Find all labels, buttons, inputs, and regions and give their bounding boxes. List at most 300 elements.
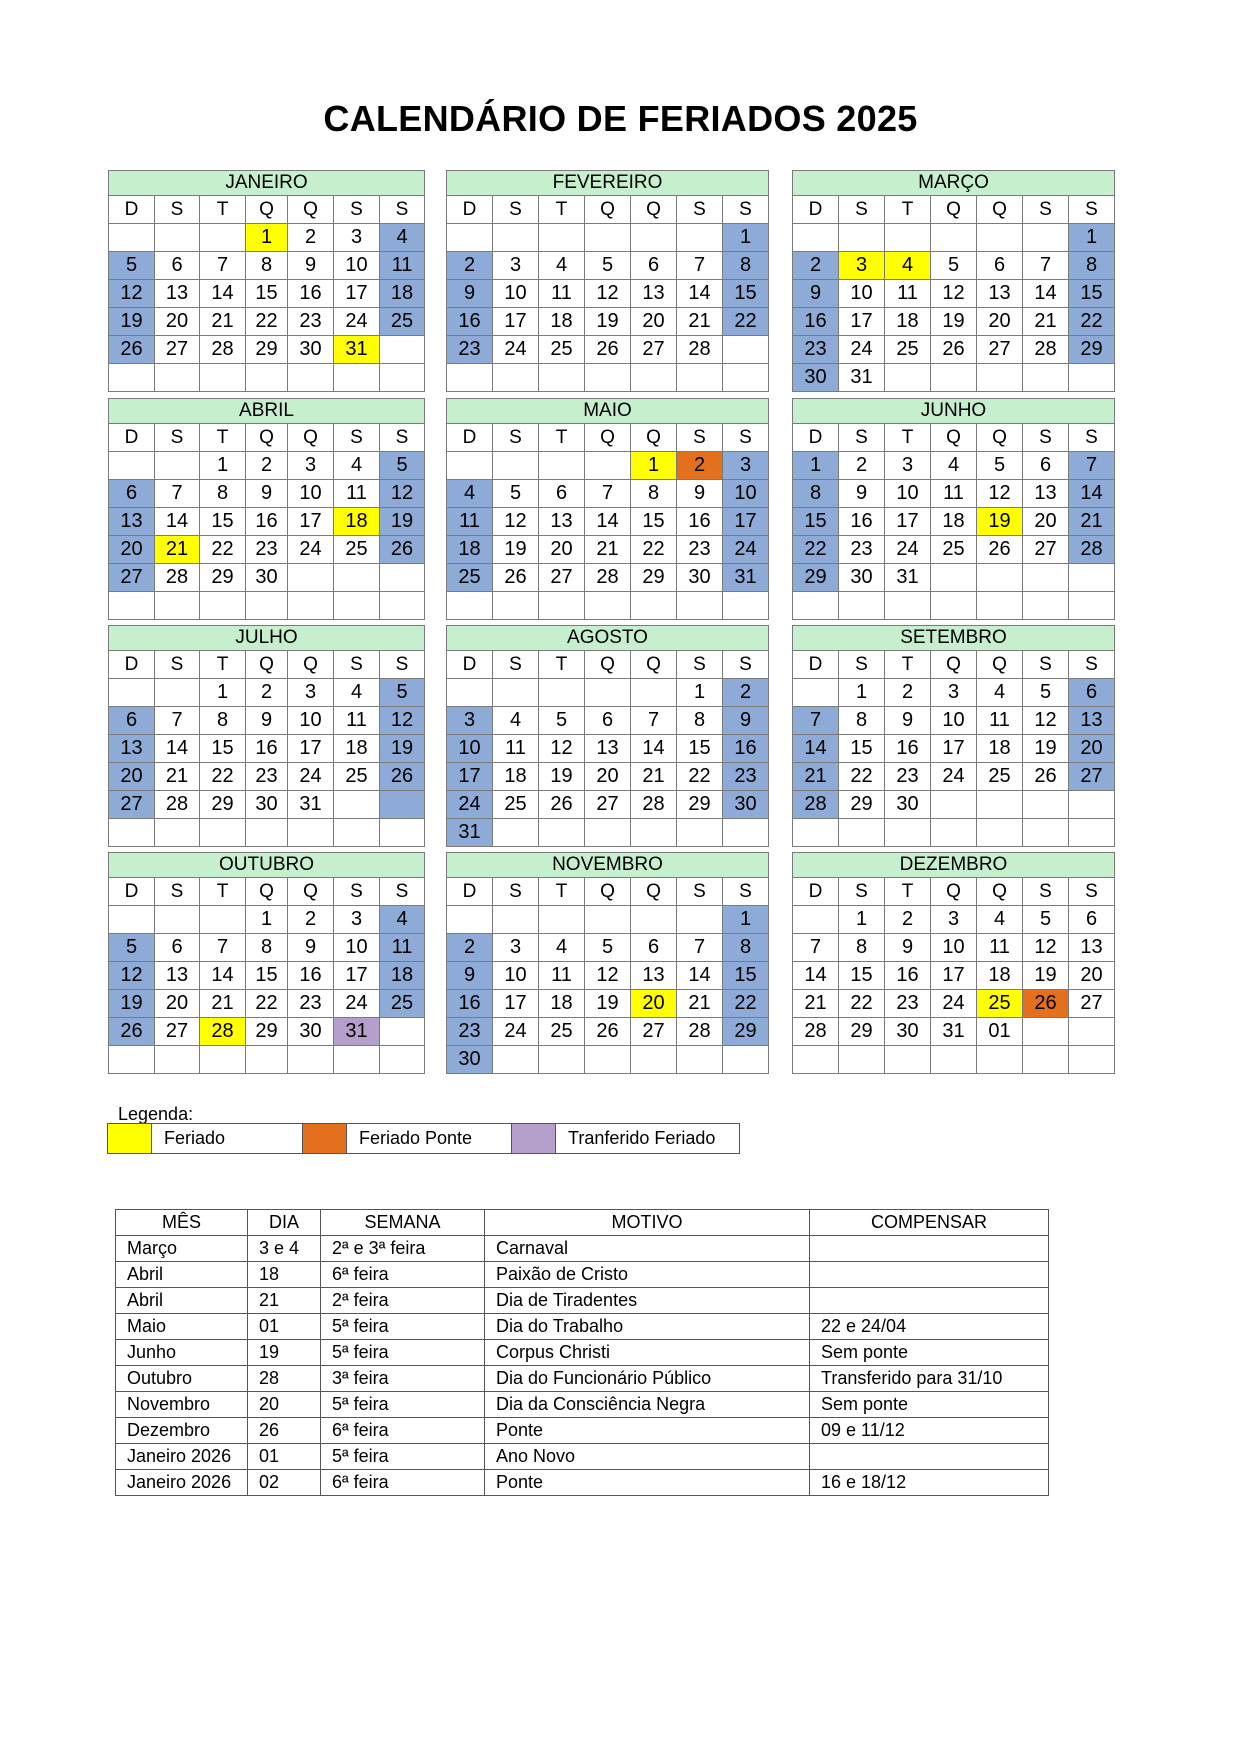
weekday-header: S — [380, 196, 425, 224]
day-cell: 22 — [246, 308, 288, 336]
empty-cell — [447, 906, 493, 934]
day-cell: 2 — [793, 252, 839, 280]
day-cell: 13 — [1069, 934, 1115, 962]
day-cell: 1 — [723, 224, 769, 252]
empty-cell — [539, 679, 585, 707]
empty-cell — [200, 819, 246, 847]
day-cell: 13 — [977, 280, 1023, 308]
day-cell: 5 — [109, 934, 155, 962]
table-cell: Maio — [116, 1314, 248, 1340]
weekday-header: Q — [246, 424, 288, 452]
day-cell: 16 — [288, 962, 334, 990]
day-cell: 26 — [109, 1018, 155, 1046]
day-cell: 20 — [1023, 508, 1069, 536]
day-cell: 2 — [246, 452, 288, 480]
day-cell: 24 — [493, 336, 539, 364]
empty-cell — [447, 364, 493, 392]
day-cell: 9 — [723, 707, 769, 735]
week-row — [447, 592, 769, 620]
day-cell: 19 — [585, 990, 631, 1018]
day-cell: 6 — [1023, 452, 1069, 480]
day-cell: 31 — [334, 336, 380, 364]
empty-cell — [200, 592, 246, 620]
day-cell: 30 — [723, 791, 769, 819]
weekday-header: D — [793, 651, 839, 679]
day-cell: 16 — [723, 735, 769, 763]
day-cell: 26 — [109, 336, 155, 364]
table-cell: Transferido para 31/10 — [810, 1366, 1049, 1392]
day-cell: 20 — [155, 308, 200, 336]
day-cell: 31 — [723, 564, 769, 592]
empty-cell — [539, 906, 585, 934]
day-cell: 12 — [380, 707, 425, 735]
empty-cell — [793, 592, 839, 620]
weekday-header: S — [380, 878, 425, 906]
table-cell: Janeiro 2026 — [116, 1470, 248, 1496]
day-cell: 19 — [380, 508, 425, 536]
day-cell: 2 — [288, 906, 334, 934]
weekday-header: S — [723, 878, 769, 906]
day-cell: 25 — [977, 990, 1023, 1018]
empty-cell — [931, 819, 977, 847]
day-cell: 2 — [885, 679, 931, 707]
month-calendar-janeiro — [108, 170, 425, 392]
week-row — [793, 336, 1115, 364]
week-row — [109, 791, 425, 819]
day-cell: 24 — [931, 990, 977, 1018]
table-cell: Sem ponte — [810, 1340, 1049, 1366]
empty-cell — [1023, 1018, 1069, 1046]
week-row — [447, 763, 769, 791]
day-cell: 4 — [539, 252, 585, 280]
table-cell: 22 e 24/04 — [810, 1314, 1049, 1340]
day-cell: 17 — [493, 990, 539, 1018]
week-row — [109, 1046, 425, 1074]
table-row — [116, 1314, 1049, 1340]
day-cell: 25 — [334, 763, 380, 791]
day-cell: 23 — [677, 536, 723, 564]
month-calendar-abril — [108, 398, 425, 620]
day-cell: 29 — [200, 564, 246, 592]
day-cell: 15 — [839, 962, 885, 990]
table-cell: 01 — [248, 1314, 321, 1340]
day-cell: 11 — [539, 962, 585, 990]
day-cell: 26 — [585, 1018, 631, 1046]
day-cell: 26 — [380, 536, 425, 564]
day-cell: 2 — [246, 679, 288, 707]
day-cell: 10 — [288, 707, 334, 735]
empty-cell — [539, 819, 585, 847]
day-cell: 20 — [977, 308, 1023, 336]
table-row — [116, 1418, 1049, 1444]
legend-swatch-transferido — [512, 1124, 556, 1153]
weekday-header: S — [839, 196, 885, 224]
week-row — [793, 819, 1115, 847]
table-row — [116, 1444, 1049, 1470]
day-cell: 9 — [447, 962, 493, 990]
weekday-header: S — [839, 878, 885, 906]
day-cell: 31 — [839, 364, 885, 392]
day-cell: 22 — [723, 990, 769, 1018]
day-cell: 8 — [839, 707, 885, 735]
day-cell: 15 — [1069, 280, 1115, 308]
weekday-header: S — [155, 424, 200, 452]
day-cell: 13 — [1069, 707, 1115, 735]
empty-cell — [977, 791, 1023, 819]
empty-cell — [200, 906, 246, 934]
weekday-header: S — [723, 424, 769, 452]
day-cell: 21 — [200, 990, 246, 1018]
day-cell: 3 — [885, 452, 931, 480]
weekday-header: S — [493, 196, 539, 224]
day-cell: 29 — [839, 1018, 885, 1046]
week-row — [109, 480, 425, 508]
empty-cell — [288, 364, 334, 392]
empty-cell — [200, 364, 246, 392]
day-cell: 24 — [931, 763, 977, 791]
empty-cell — [334, 564, 380, 592]
day-cell: 23 — [723, 763, 769, 791]
column-header: DIA — [248, 1210, 321, 1236]
day-cell: 15 — [631, 508, 677, 536]
day-cell: 12 — [1023, 707, 1069, 735]
page-title: CALENDÁRIO DE FERIADOS 2025 — [323, 98, 918, 139]
weekday-header: S — [1023, 196, 1069, 224]
weekday-header: S — [1023, 424, 1069, 452]
empty-cell — [1069, 791, 1115, 819]
day-cell: 22 — [246, 990, 288, 1018]
table-cell — [810, 1444, 1049, 1470]
week-row — [109, 962, 425, 990]
empty-cell — [977, 1046, 1023, 1074]
day-cell: 16 — [793, 308, 839, 336]
table-cell: 2ª e 3ª feira — [321, 1236, 485, 1262]
empty-cell — [677, 592, 723, 620]
empty-cell — [155, 224, 200, 252]
empty-cell — [200, 224, 246, 252]
table-cell: Dia do Funcionário Público — [485, 1366, 810, 1392]
week-row — [447, 679, 769, 707]
weekday-header: S — [1069, 651, 1115, 679]
day-cell: 13 — [155, 962, 200, 990]
empty-cell — [585, 1046, 631, 1074]
weekday-header: Q — [288, 196, 334, 224]
day-cell: 21 — [793, 763, 839, 791]
empty-cell — [885, 364, 931, 392]
day-cell: 16 — [885, 962, 931, 990]
column-header: COMPENSAR — [810, 1210, 1049, 1236]
empty-cell — [977, 819, 1023, 847]
month-calendar-março — [792, 170, 1115, 392]
weekday-header: S — [380, 424, 425, 452]
day-cell: 8 — [200, 480, 246, 508]
week-row — [447, 336, 769, 364]
day-cell: 5 — [585, 934, 631, 962]
day-cell: 25 — [885, 336, 931, 364]
day-cell: 21 — [585, 536, 631, 564]
table-cell: 20 — [248, 1392, 321, 1418]
day-cell: 20 — [539, 536, 585, 564]
empty-cell — [677, 906, 723, 934]
empty-cell — [1069, 1018, 1115, 1046]
day-cell: 12 — [493, 508, 539, 536]
month-name: FEVEREIRO — [447, 171, 769, 196]
day-cell: 27 — [109, 564, 155, 592]
empty-cell — [1069, 592, 1115, 620]
table-cell: 21 — [248, 1288, 321, 1314]
day-cell: 27 — [1023, 536, 1069, 564]
day-cell: 29 — [246, 336, 288, 364]
day-cell: 7 — [155, 707, 200, 735]
day-cell: 16 — [246, 508, 288, 536]
empty-cell — [155, 819, 200, 847]
week-row — [447, 1018, 769, 1046]
day-cell: 4 — [334, 679, 380, 707]
empty-cell — [1069, 819, 1115, 847]
weekday-header: S — [334, 196, 380, 224]
empty-cell — [793, 819, 839, 847]
day-cell: 27 — [631, 336, 677, 364]
day-cell: 18 — [447, 536, 493, 564]
table-row — [116, 1392, 1049, 1418]
day-cell: 28 — [155, 791, 200, 819]
week-row — [109, 452, 425, 480]
day-cell: 11 — [977, 934, 1023, 962]
table-cell: 6ª feira — [321, 1418, 485, 1444]
empty-cell — [1023, 1046, 1069, 1074]
day-cell: 1 — [631, 452, 677, 480]
day-cell: 16 — [447, 990, 493, 1018]
empty-cell — [677, 224, 723, 252]
day-cell: 15 — [200, 508, 246, 536]
day-cell: 6 — [155, 252, 200, 280]
weekday-header: S — [493, 878, 539, 906]
day-cell: 5 — [380, 679, 425, 707]
empty-cell — [493, 224, 539, 252]
week-row — [447, 280, 769, 308]
day-cell: 18 — [380, 962, 425, 990]
day-cell: 5 — [539, 707, 585, 735]
week-row — [793, 679, 1115, 707]
day-cell: 21 — [1069, 508, 1115, 536]
empty-cell — [109, 1046, 155, 1074]
day-cell: 8 — [723, 934, 769, 962]
day-cell: 4 — [977, 679, 1023, 707]
day-cell: 12 — [109, 962, 155, 990]
week-row — [447, 819, 769, 847]
day-cell: 23 — [447, 1018, 493, 1046]
holiday-table-header — [116, 1210, 1049, 1236]
day-cell: 23 — [885, 763, 931, 791]
day-cell: 10 — [885, 480, 931, 508]
day-cell: 27 — [109, 791, 155, 819]
day-cell: 15 — [246, 280, 288, 308]
month-calendar-junho — [792, 398, 1115, 620]
weekday-header: S — [677, 424, 723, 452]
day-cell: 12 — [380, 480, 425, 508]
week-row — [447, 364, 769, 392]
table-row — [116, 1366, 1049, 1392]
day-cell: 27 — [631, 1018, 677, 1046]
day-cell: 12 — [585, 280, 631, 308]
empty-cell — [677, 819, 723, 847]
day-cell: 16 — [677, 508, 723, 536]
day-cell: 15 — [677, 735, 723, 763]
week-row — [793, 592, 1115, 620]
day-cell: 31 — [447, 819, 493, 847]
day-cell: 28 — [631, 791, 677, 819]
day-cell: 27 — [1069, 990, 1115, 1018]
day-cell: 13 — [585, 735, 631, 763]
empty-cell — [1023, 791, 1069, 819]
empty-cell — [585, 224, 631, 252]
day-cell: 18 — [885, 308, 931, 336]
day-cell: 28 — [793, 791, 839, 819]
table-row — [116, 1236, 1049, 1262]
table-row — [116, 1340, 1049, 1366]
empty-cell — [288, 819, 334, 847]
table-cell: 3 e 4 — [248, 1236, 321, 1262]
day-cell: 28 — [1023, 336, 1069, 364]
day-cell: 14 — [585, 508, 631, 536]
weekday-header: D — [447, 196, 493, 224]
weekday-header: S — [677, 878, 723, 906]
day-cell: 9 — [839, 480, 885, 508]
weekday-header: T — [885, 424, 931, 452]
weekday-header: S — [155, 651, 200, 679]
empty-cell — [885, 224, 931, 252]
table-cell: 18 — [248, 1262, 321, 1288]
day-cell: 27 — [155, 1018, 200, 1046]
empty-cell — [334, 819, 380, 847]
legend-swatch-feriado — [108, 1124, 152, 1153]
day-cell: 7 — [677, 252, 723, 280]
day-cell: 9 — [246, 480, 288, 508]
weekday-header: T — [539, 651, 585, 679]
day-cell: 1 — [200, 679, 246, 707]
day-cell: 10 — [723, 480, 769, 508]
month-name: OUTUBRO — [109, 853, 425, 878]
day-cell: 20 — [109, 763, 155, 791]
day-cell: 19 — [585, 308, 631, 336]
legend-text-transferido: Tranferido Feriado — [568, 1128, 716, 1148]
day-cell: 5 — [109, 252, 155, 280]
day-cell: 14 — [677, 962, 723, 990]
legend — [107, 1123, 740, 1154]
month-name: JULHO — [109, 626, 425, 651]
day-cell: 28 — [200, 336, 246, 364]
table-row — [116, 1470, 1049, 1496]
day-cell: 18 — [380, 280, 425, 308]
day-cell: 15 — [723, 280, 769, 308]
weekday-header: S — [677, 196, 723, 224]
day-cell: 17 — [723, 508, 769, 536]
empty-cell — [447, 224, 493, 252]
day-cell: 14 — [631, 735, 677, 763]
column-header: MOTIVO — [485, 1210, 810, 1236]
day-cell: 23 — [885, 990, 931, 1018]
week-row — [793, 1018, 1115, 1046]
week-row — [109, 763, 425, 791]
day-cell: 25 — [539, 336, 585, 364]
week-row — [793, 224, 1115, 252]
day-cell: 11 — [885, 280, 931, 308]
day-cell: 19 — [109, 308, 155, 336]
weekday-header: S — [677, 651, 723, 679]
empty-cell — [493, 679, 539, 707]
week-row — [793, 508, 1115, 536]
table-cell: 09 e 11/12 — [810, 1418, 1049, 1444]
empty-cell — [493, 592, 539, 620]
day-cell: 10 — [288, 480, 334, 508]
day-cell: 27 — [1069, 763, 1115, 791]
day-cell: 26 — [585, 336, 631, 364]
day-cell: 13 — [1023, 480, 1069, 508]
day-cell: 2 — [677, 452, 723, 480]
day-cell: 2 — [288, 224, 334, 252]
day-cell: 5 — [1023, 906, 1069, 934]
day-cell: 13 — [631, 280, 677, 308]
day-cell: 14 — [1023, 280, 1069, 308]
day-cell: 17 — [334, 280, 380, 308]
empty-cell — [539, 224, 585, 252]
weekday-header: D — [109, 196, 155, 224]
day-cell: 22 — [839, 763, 885, 791]
day-cell: 11 — [931, 480, 977, 508]
empty-cell — [631, 679, 677, 707]
day-cell: 18 — [334, 508, 380, 536]
day-cell: 26 — [977, 536, 1023, 564]
day-cell: 7 — [1023, 252, 1069, 280]
week-row — [793, 962, 1115, 990]
month-calendar-novembro — [446, 852, 769, 1074]
day-cell: 8 — [839, 934, 885, 962]
day-cell: 25 — [447, 564, 493, 592]
empty-cell — [334, 1046, 380, 1074]
weekday-header: Q — [631, 196, 677, 224]
day-cell: 8 — [200, 707, 246, 735]
day-cell: 5 — [931, 252, 977, 280]
day-cell: 21 — [200, 308, 246, 336]
empty-cell — [109, 364, 155, 392]
day-cell: 9 — [288, 252, 334, 280]
week-row — [447, 536, 769, 564]
day-cell: 18 — [493, 763, 539, 791]
table-cell: Ponte — [485, 1470, 810, 1496]
day-cell: 14 — [1069, 480, 1115, 508]
day-cell: 26 — [380, 763, 425, 791]
empty-cell — [931, 1046, 977, 1074]
empty-cell — [631, 906, 677, 934]
empty-cell — [493, 452, 539, 480]
empty-cell — [723, 592, 769, 620]
week-row — [447, 906, 769, 934]
day-cell: 11 — [493, 735, 539, 763]
weekday-header: S — [334, 878, 380, 906]
week-row — [793, 990, 1115, 1018]
day-cell: 1 — [1069, 224, 1115, 252]
empty-cell — [1023, 364, 1069, 392]
day-cell: 3 — [288, 679, 334, 707]
day-cell: 7 — [677, 934, 723, 962]
day-cell: 26 — [539, 791, 585, 819]
empty-cell — [246, 1046, 288, 1074]
empty-cell — [493, 819, 539, 847]
table-cell — [810, 1262, 1049, 1288]
month-calendar-dezembro — [792, 852, 1115, 1074]
day-cell: 1 — [246, 224, 288, 252]
table-cell: Dezembro — [116, 1418, 248, 1444]
